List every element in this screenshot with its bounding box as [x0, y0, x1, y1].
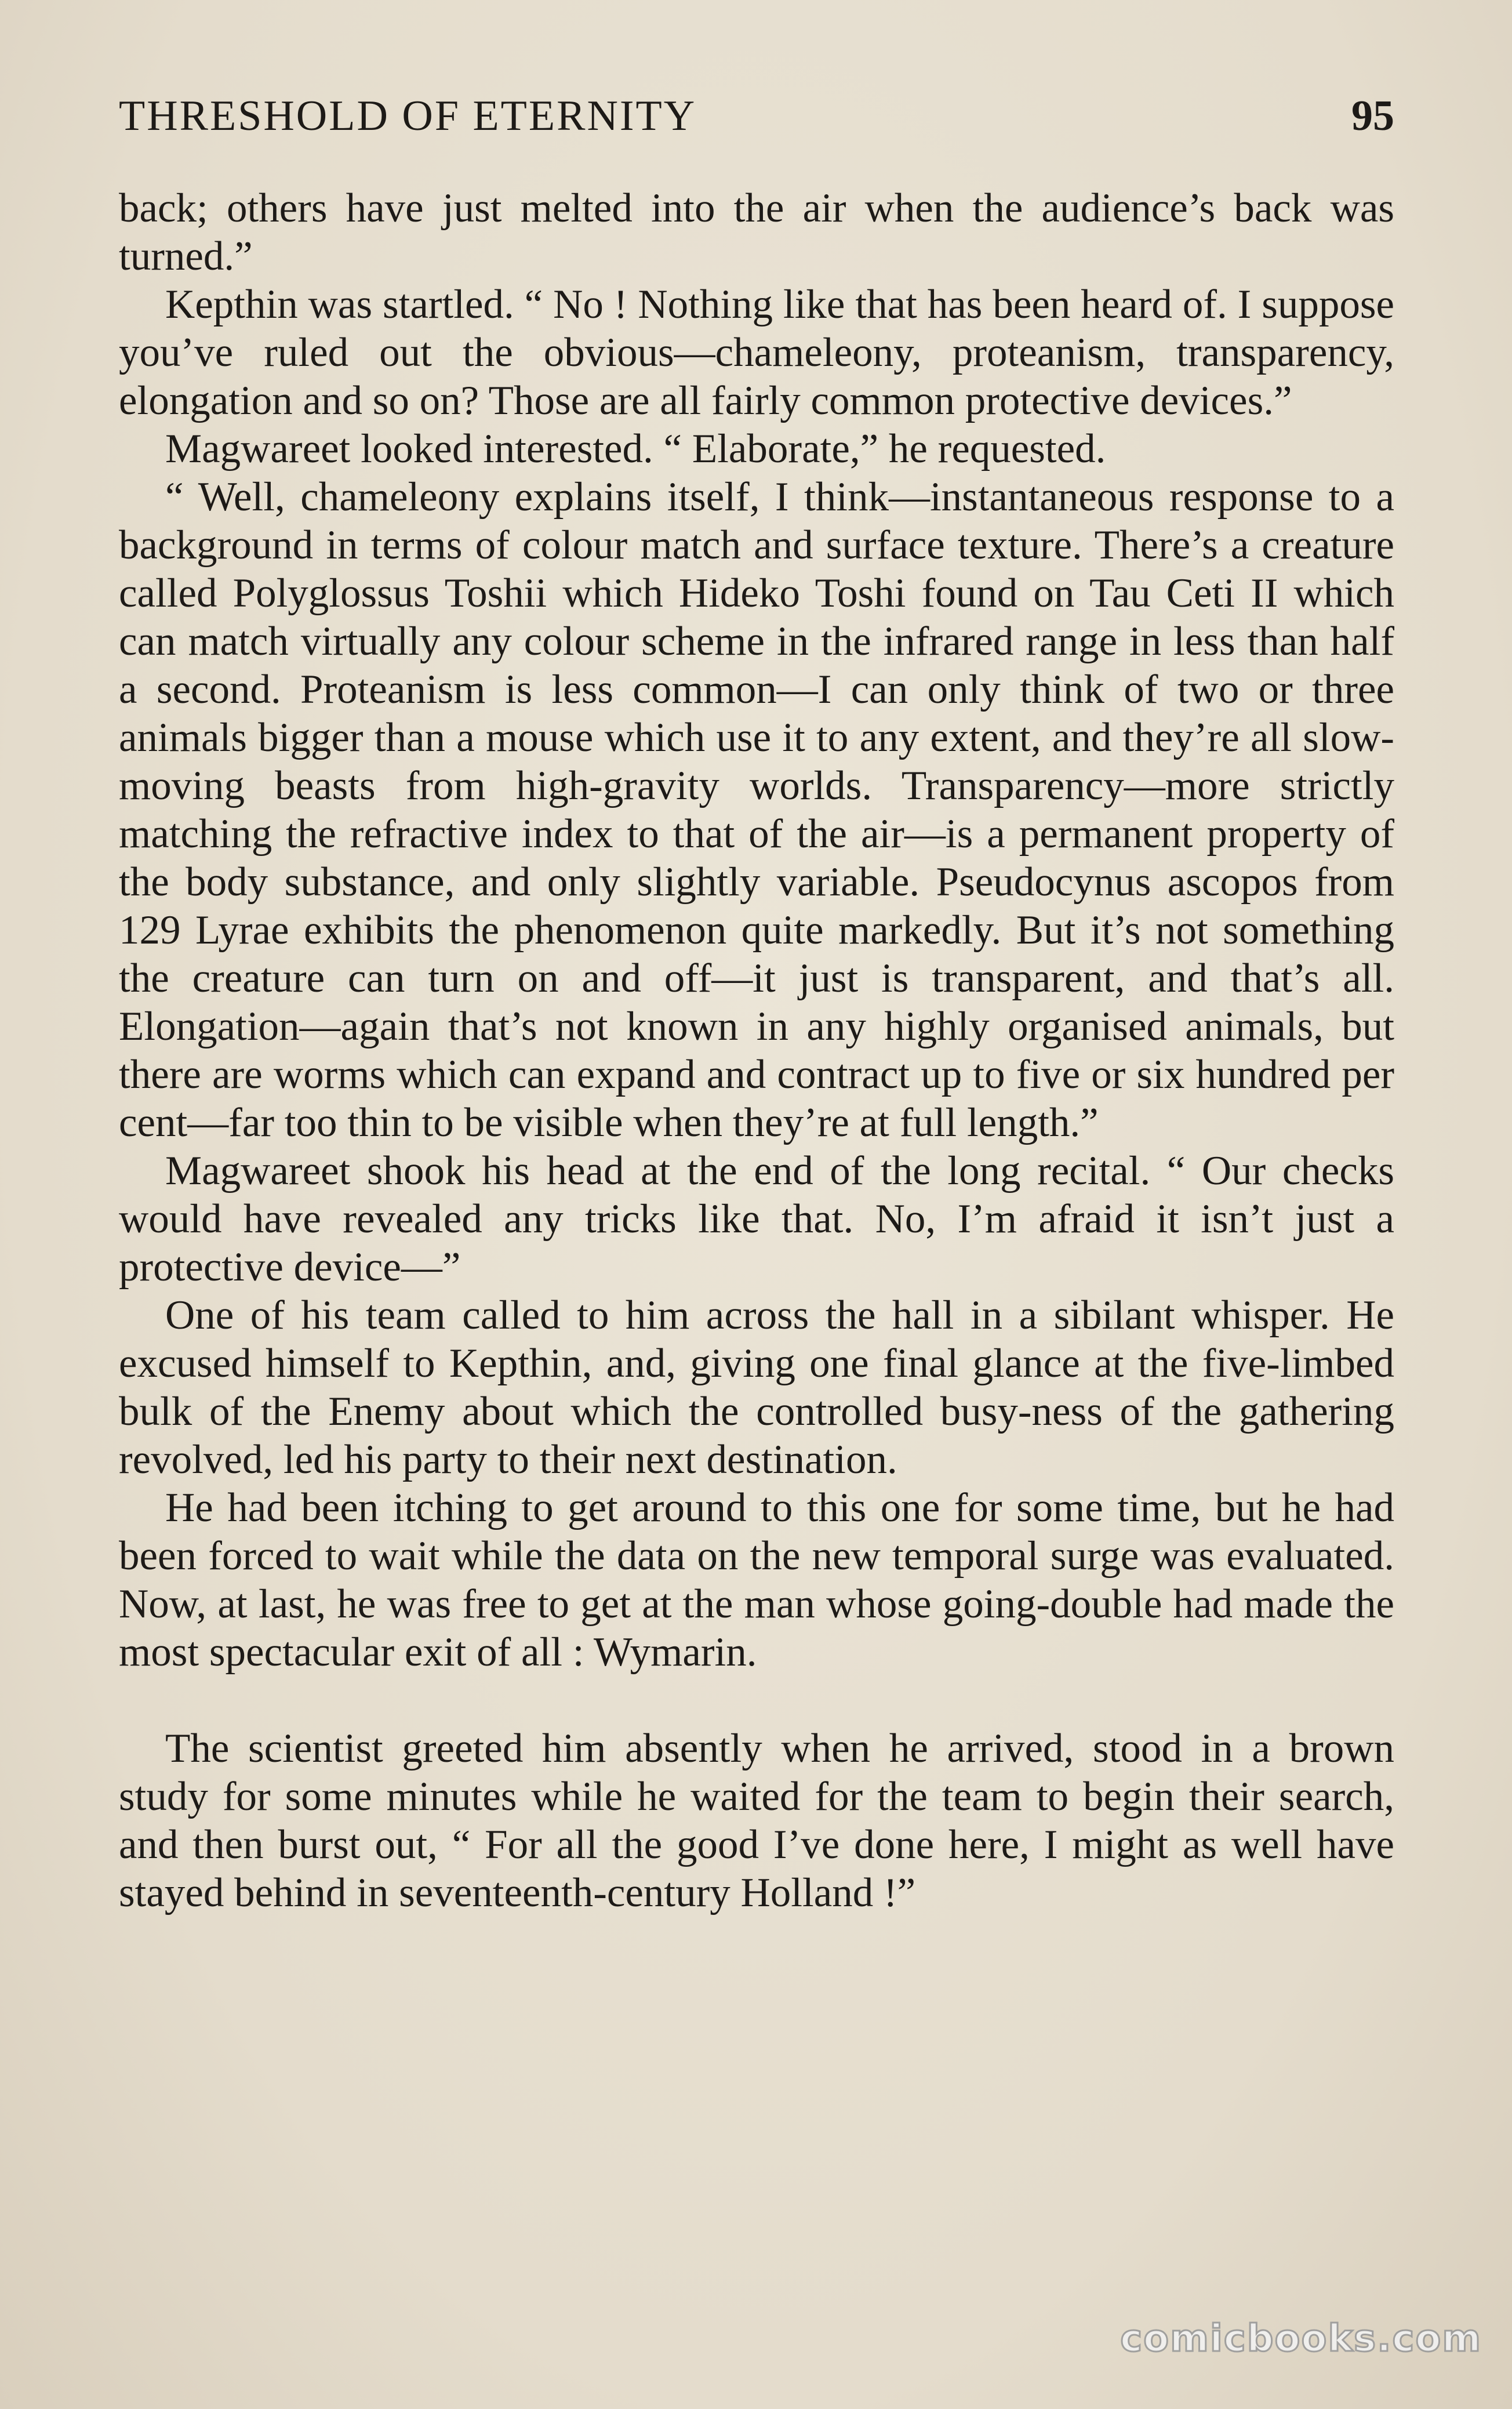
- page-number: 95: [1351, 92, 1394, 140]
- body-text: [119, 184, 1394, 1917]
- paragraph: back; others have just melted into the air when the audience’s back was turned.”: [119, 186, 1394, 279]
- paragraph: Magwareet shook his head at the end of the long recital. “ Our checks would have revealed any tricks like that. No, I’m afraid it isn’t just a protective device—”: [119, 1148, 1394, 1290]
- paragraph: One of his team called to him across the hall in a sibilant whisper. He excused himself to Kepthin, and, giving one final glance at the five-limbed bulk of the Enemy about which the controlled busy-ness of the gathering revolved, led his party to their next destination.: [119, 1293, 1394, 1482]
- paragraph: The scientist greeted him absently when he arrived, stood in a brown study for some minutes while he waited for the team to begin their search, and then burst out, “ For all the good I’ve done here, I might as well have stayed behind in seventeenth-century Holland !”: [119, 1726, 1394, 1915]
- watermark-logo: comicbooks.com: [1120, 2317, 1482, 2360]
- paragraph: Magwareet looked interested. “ Elaborate,” he requested.: [165, 426, 1106, 471]
- page-header: [119, 87, 1394, 145]
- running-head: THRESHOLD OF ETERNITY: [119, 92, 697, 140]
- paragraph: “ Well, chameleony explains itself, I think—instantaneous response to a background in terms of colour match and surface texture. There’s a creature called Polyglossus Toshii which Hideko Toshi found on Tau Ceti II which can match virtually any colour scheme in the infrared range in less than half a second. Proteanism is less common—I can only think of two or three animals bigger than a mouse which use it to any extent, and they’re all slow-moving beasts from high-gravity worlds. Transparency—more strictly matching the refractive index to that of the air—is a permanent property of the body substance, and only slightly variable. Pseudocynus ascopos from 129 Lyrae exhibits the phenomenon quite markedly. But it’s not something the creature can turn on and off—it just is transparent, and that’s all. Elongation—again that’s not known in any highly organised animals, but there are worms which can expand and contract up to five or six hundred per cent—far too thin to be visible when they’re at full length.”: [119, 474, 1394, 1145]
- paragraph: Kepthin was startled. “ No ! Nothing like that has been heard of. I suppose you’ve ruled out the obvious—chameleony, proteanism, transparency, elongation and so on? Those are all fairly common protective devices.”: [119, 282, 1394, 423]
- paragraph: He had been itching to get around to this one for some time, but he had been forced to wait while the data on the new temporal surge was evaluated. Now, at last, he was free to get at the man whose going-double had made the most spectacular exit of all : Wymarin.: [119, 1485, 1394, 1675]
